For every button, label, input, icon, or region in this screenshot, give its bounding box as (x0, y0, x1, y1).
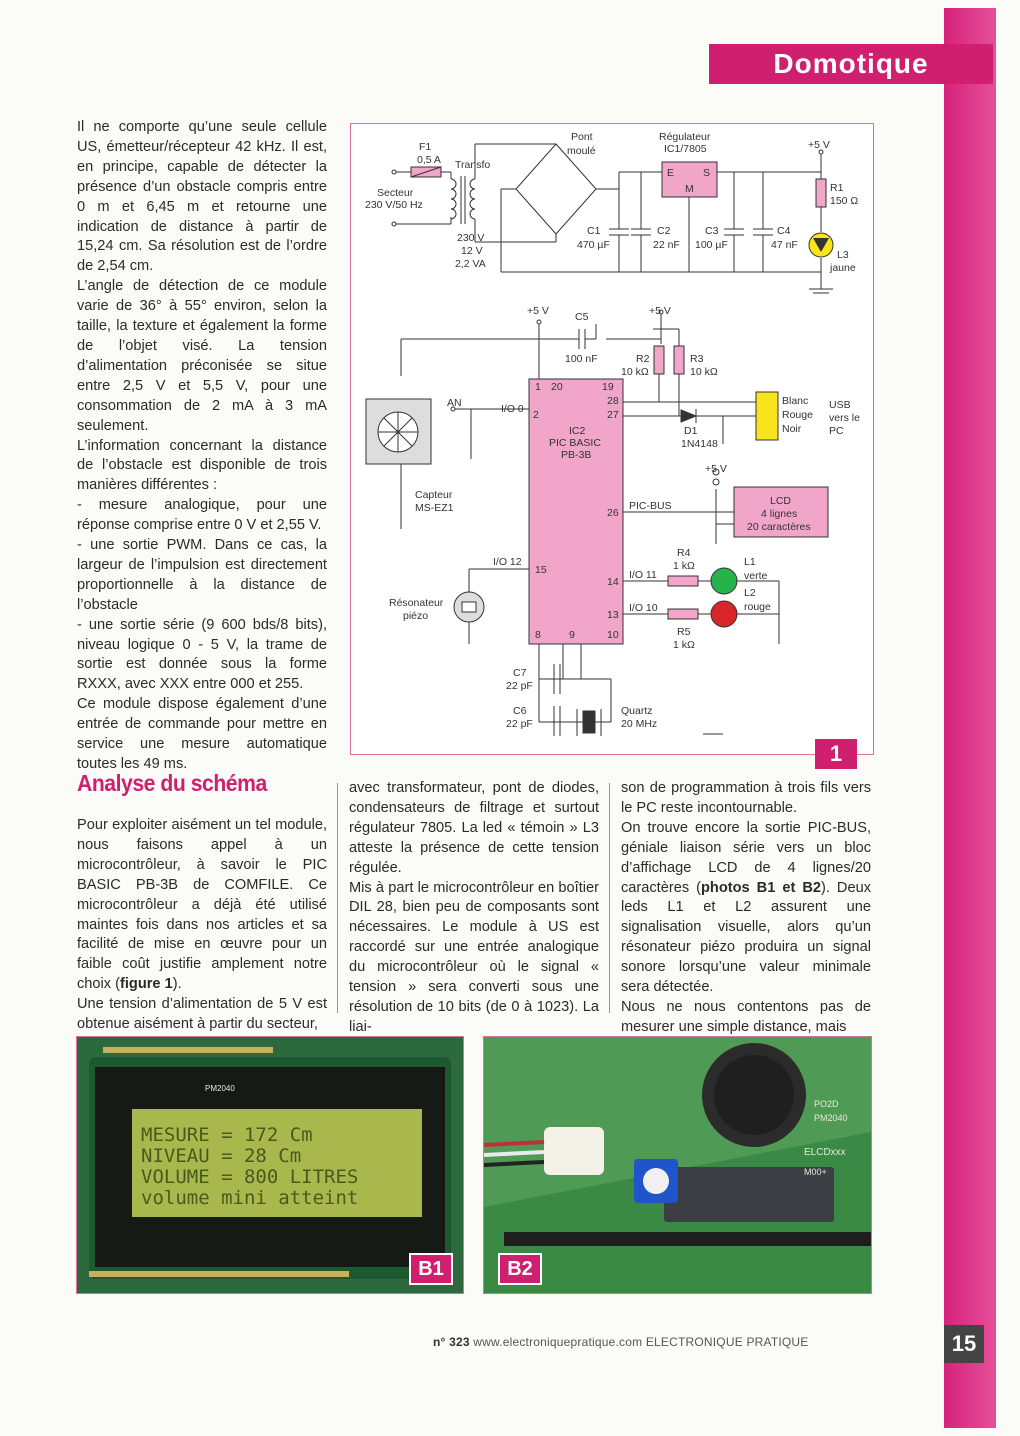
label: 22 nF (653, 239, 680, 251)
label: 22 pF (506, 718, 533, 730)
label: 28 (607, 395, 619, 407)
footer (433, 1335, 809, 1349)
pcb-photo (484, 1037, 871, 1293)
label: 230 V/50 Hz (365, 199, 423, 211)
col2-paragraph: avec transformateur, pont de diodes, condensateurs de filtrage et surtout régulateur 7805. La led « témoin » L3 atteste la présence de cette tension régulée. (349, 780, 599, 876)
label: F1 (419, 141, 432, 153)
label: MS-EZ1 (415, 502, 454, 514)
label: R2 (636, 353, 650, 365)
label: 100 nF (565, 353, 598, 365)
label: vers le (829, 412, 860, 424)
label: M (685, 183, 694, 195)
label: 13 (607, 609, 619, 621)
label: +5 V (527, 305, 549, 317)
label: +5 V (649, 305, 671, 317)
label: USB (829, 399, 851, 411)
lcd-line: NIVEAU = 28 Cm (141, 1145, 302, 1167)
label: IC2 (569, 425, 586, 437)
photo-badge: B2 (498, 1253, 542, 1285)
label: 9 (569, 629, 575, 641)
label: moulé (567, 145, 596, 157)
pcb-label: PM2040 (814, 1113, 848, 1123)
column-3 (621, 779, 871, 1038)
label: 230 V (457, 232, 485, 244)
label: 20 MHz (621, 718, 658, 730)
label: Blanc (782, 395, 809, 407)
column-2 (349, 779, 599, 1038)
label: 15 (535, 564, 547, 576)
label: C4 (777, 225, 791, 237)
col1-paragraph: Une tension d’alimentation de 5 V est obtenue aisément à partir du secteur, (77, 996, 327, 1033)
label: 27 (607, 409, 619, 421)
label: I/O 0 (501, 403, 524, 415)
column-1-lower (77, 816, 327, 1035)
col3-paragraph: son de programmation à trois fils vers le PC reste incontournable. (621, 780, 871, 816)
label: 20 (551, 381, 563, 393)
label: 1 kΩ (673, 560, 695, 572)
label: 2,2 VA (455, 258, 486, 270)
label: C7 (513, 667, 527, 679)
label: C1 (587, 225, 601, 237)
col1-paragraph: Ce module dispose également d’une entrée de commande pour mettre en service une mesure automatique toutes les 49 ms. (77, 696, 327, 772)
photo-badge: B1 (409, 1253, 453, 1285)
label: AN (447, 397, 462, 409)
label: IC1/7805 (664, 143, 707, 155)
label: 14 (607, 576, 619, 588)
schematic-figure (350, 123, 874, 755)
label: Noir (782, 423, 802, 435)
label: L1 (744, 556, 756, 568)
label: C3 (705, 225, 719, 237)
lcd-photo (77, 1037, 463, 1293)
schematic-drawing (351, 124, 873, 754)
label: C5 (575, 311, 589, 323)
label: Pont (571, 131, 593, 143)
pcb-label: M00+ (804, 1167, 827, 1177)
label: 47 nF (771, 239, 798, 251)
label: 1N4148 (681, 438, 718, 450)
label: 1 (535, 381, 541, 393)
col1-paragraph: L’information concernant la distance de l’obstacle est disponible de trois manières différentes : (77, 437, 327, 494)
label: PIC BASIC (549, 437, 601, 449)
label: 470 µF (577, 239, 610, 251)
label: 100 µF (695, 239, 728, 251)
label: 26 (607, 507, 619, 519)
label: PIC-BUS (629, 500, 672, 512)
figure-reference: figure 1 (119, 976, 173, 993)
col1-paragraph: - mesure analogique, pour une réponse comprise entre 0 V et 2,55 V. (77, 497, 327, 534)
label: jaune (830, 262, 856, 274)
label: Transfo (455, 159, 491, 171)
label: C6 (513, 705, 527, 717)
label: PC (829, 425, 844, 437)
label: Quartz (621, 705, 653, 717)
right-color-band (944, 8, 996, 1428)
label: R1 (830, 182, 844, 194)
label: S (703, 167, 711, 179)
label: R4 (677, 547, 691, 559)
label: 20 caractères (747, 521, 811, 533)
label: 1 kΩ (673, 639, 695, 651)
label: LCD (770, 495, 792, 507)
label: I/O 12 (493, 556, 522, 568)
label: piézo (403, 610, 429, 622)
issue-number: 323 (449, 1335, 470, 1349)
label: 10 (607, 629, 619, 641)
label: Capteur (415, 489, 453, 501)
label: 10 kΩ (621, 366, 649, 378)
section-banner: Domotique (709, 44, 993, 84)
col2-paragraph: Mis à part le microcontrôleur en boîtier DIL 28, bien peu de composants sont nécessaires. Le module à US est raccordé sur une entrée analogique du microcontrôleur où le signal « tension » sera converti sous une résolution de 10 bits (de 0 à 1023). La liai- (349, 879, 599, 1035)
label: 8 (535, 629, 541, 641)
label: rouge (744, 601, 771, 613)
label: 10 kΩ (690, 366, 718, 378)
label: R3 (690, 353, 704, 365)
label: R5 (677, 626, 691, 638)
column-1 (77, 118, 327, 775)
label: Secteur (377, 187, 414, 199)
col3-paragraph: On trouve encore la sortie PIC-BUS, géniale liaison série vers un bloc d’affichage LCD de 4 lignes/20 caractères (photos B1 et B2). Deux leds L1 et L2 assurent une signalisation visuelle, alors qu’un résonateur piézo produira un signal sonore lorsqu’une valeur minimale sera détectée. (621, 819, 872, 996)
magazine-name: ELECTRONIQUE PRATIQUE (645, 1335, 809, 1349)
label: 19 (602, 381, 614, 393)
chip-label: ELCDxxx (804, 1147, 846, 1158)
lcd-line: volume mini atteint (141, 1187, 359, 1209)
lcd-line: MESURE = 172 Cm (141, 1124, 313, 1146)
figure-number-badge: 1 (815, 739, 857, 769)
label: I/O 10 (629, 602, 658, 614)
label: Résonateur (389, 597, 444, 609)
section-heading: Analyse du schéma (77, 770, 267, 796)
label: +5 V (808, 139, 830, 151)
page-number: 15 (944, 1325, 984, 1363)
photo-reference: photos B1 et B2 (701, 879, 821, 896)
label: 4 lignes (761, 508, 798, 520)
column-divider (609, 783, 610, 1013)
label: 22 pF (506, 680, 533, 692)
label: C2 (657, 225, 671, 237)
label: verte (744, 570, 768, 582)
photo-b1 (76, 1036, 464, 1294)
col1-paragraph: - une sortie série (9 600 bds/8 bits), niveau logique 0 - 5 V, la trame de sortie est donnée sous la forme RXXX, avec XXX entre 000 et 255. (77, 616, 327, 693)
column-divider (337, 783, 338, 1013)
label: Régulateur (659, 131, 711, 143)
issue-prefix: n° (433, 1335, 446, 1349)
label: 150 Ω (830, 195, 859, 207)
board-label: PM2040 (205, 1084, 235, 1093)
col1-paragraph: Il ne comporte qu’une seule cellule US, émetteur/récepteur 42 kHz. Il est, en principe, capable de détecter la présence d’un obstacle compris entre 0 m et 6,45 m et retourne une indication de distance à partir de 15,24 cm. Sa résolution est de l’ordre de 2,54 cm. (77, 119, 327, 275)
lcd-line: VOLUME = 800 LITRES (141, 1166, 359, 1188)
col3-paragraph: Nous ne nous contentons pas de mesurer une simple distance, mais (621, 998, 871, 1035)
website-link: www.electroniquepratique.com (473, 1335, 643, 1349)
label: L3 (837, 249, 849, 261)
photo-b2 (483, 1036, 872, 1294)
label: I/O 11 (629, 569, 657, 581)
label: 12 V (461, 245, 483, 257)
label: Rouge (782, 409, 813, 421)
label: E (667, 167, 675, 179)
pcb-label: PO2D (814, 1099, 839, 1109)
label: D1 (684, 425, 698, 437)
label: L2 (744, 587, 756, 599)
col1-paragraph: Pour exploiter aisément un tel module, nous faisons appel à un microcontrôleur, à savoir le PIC BASIC PB-3B de COMFILE. Ce microcontrôleur a déjà été utilisé maintes fois dans nos articles et sa facilité de mise en œuvre pour un faible coût justifie amplement notre choix (figure 1). (77, 817, 327, 993)
label: PB-3B (561, 449, 592, 461)
col1-paragraph: - une sortie PWM. Dans ce cas, la largeur de l’impulsion est directement proportionnelle à la distance de l’obstacle (77, 537, 327, 613)
label: 0,5 A (417, 154, 441, 166)
col1-paragraph: L’angle de détection de ce module varie de 36° à 55° environ, selon la taille, la texture et également la forme de l’objet visé. La tension d’alimentation préconisée se situe entre 2,5 V et 5,5 V, pour une consommation de 2 mA à 3 mA seulement. (77, 278, 327, 434)
label: 2 (533, 409, 539, 421)
label: +5 V (705, 463, 727, 475)
